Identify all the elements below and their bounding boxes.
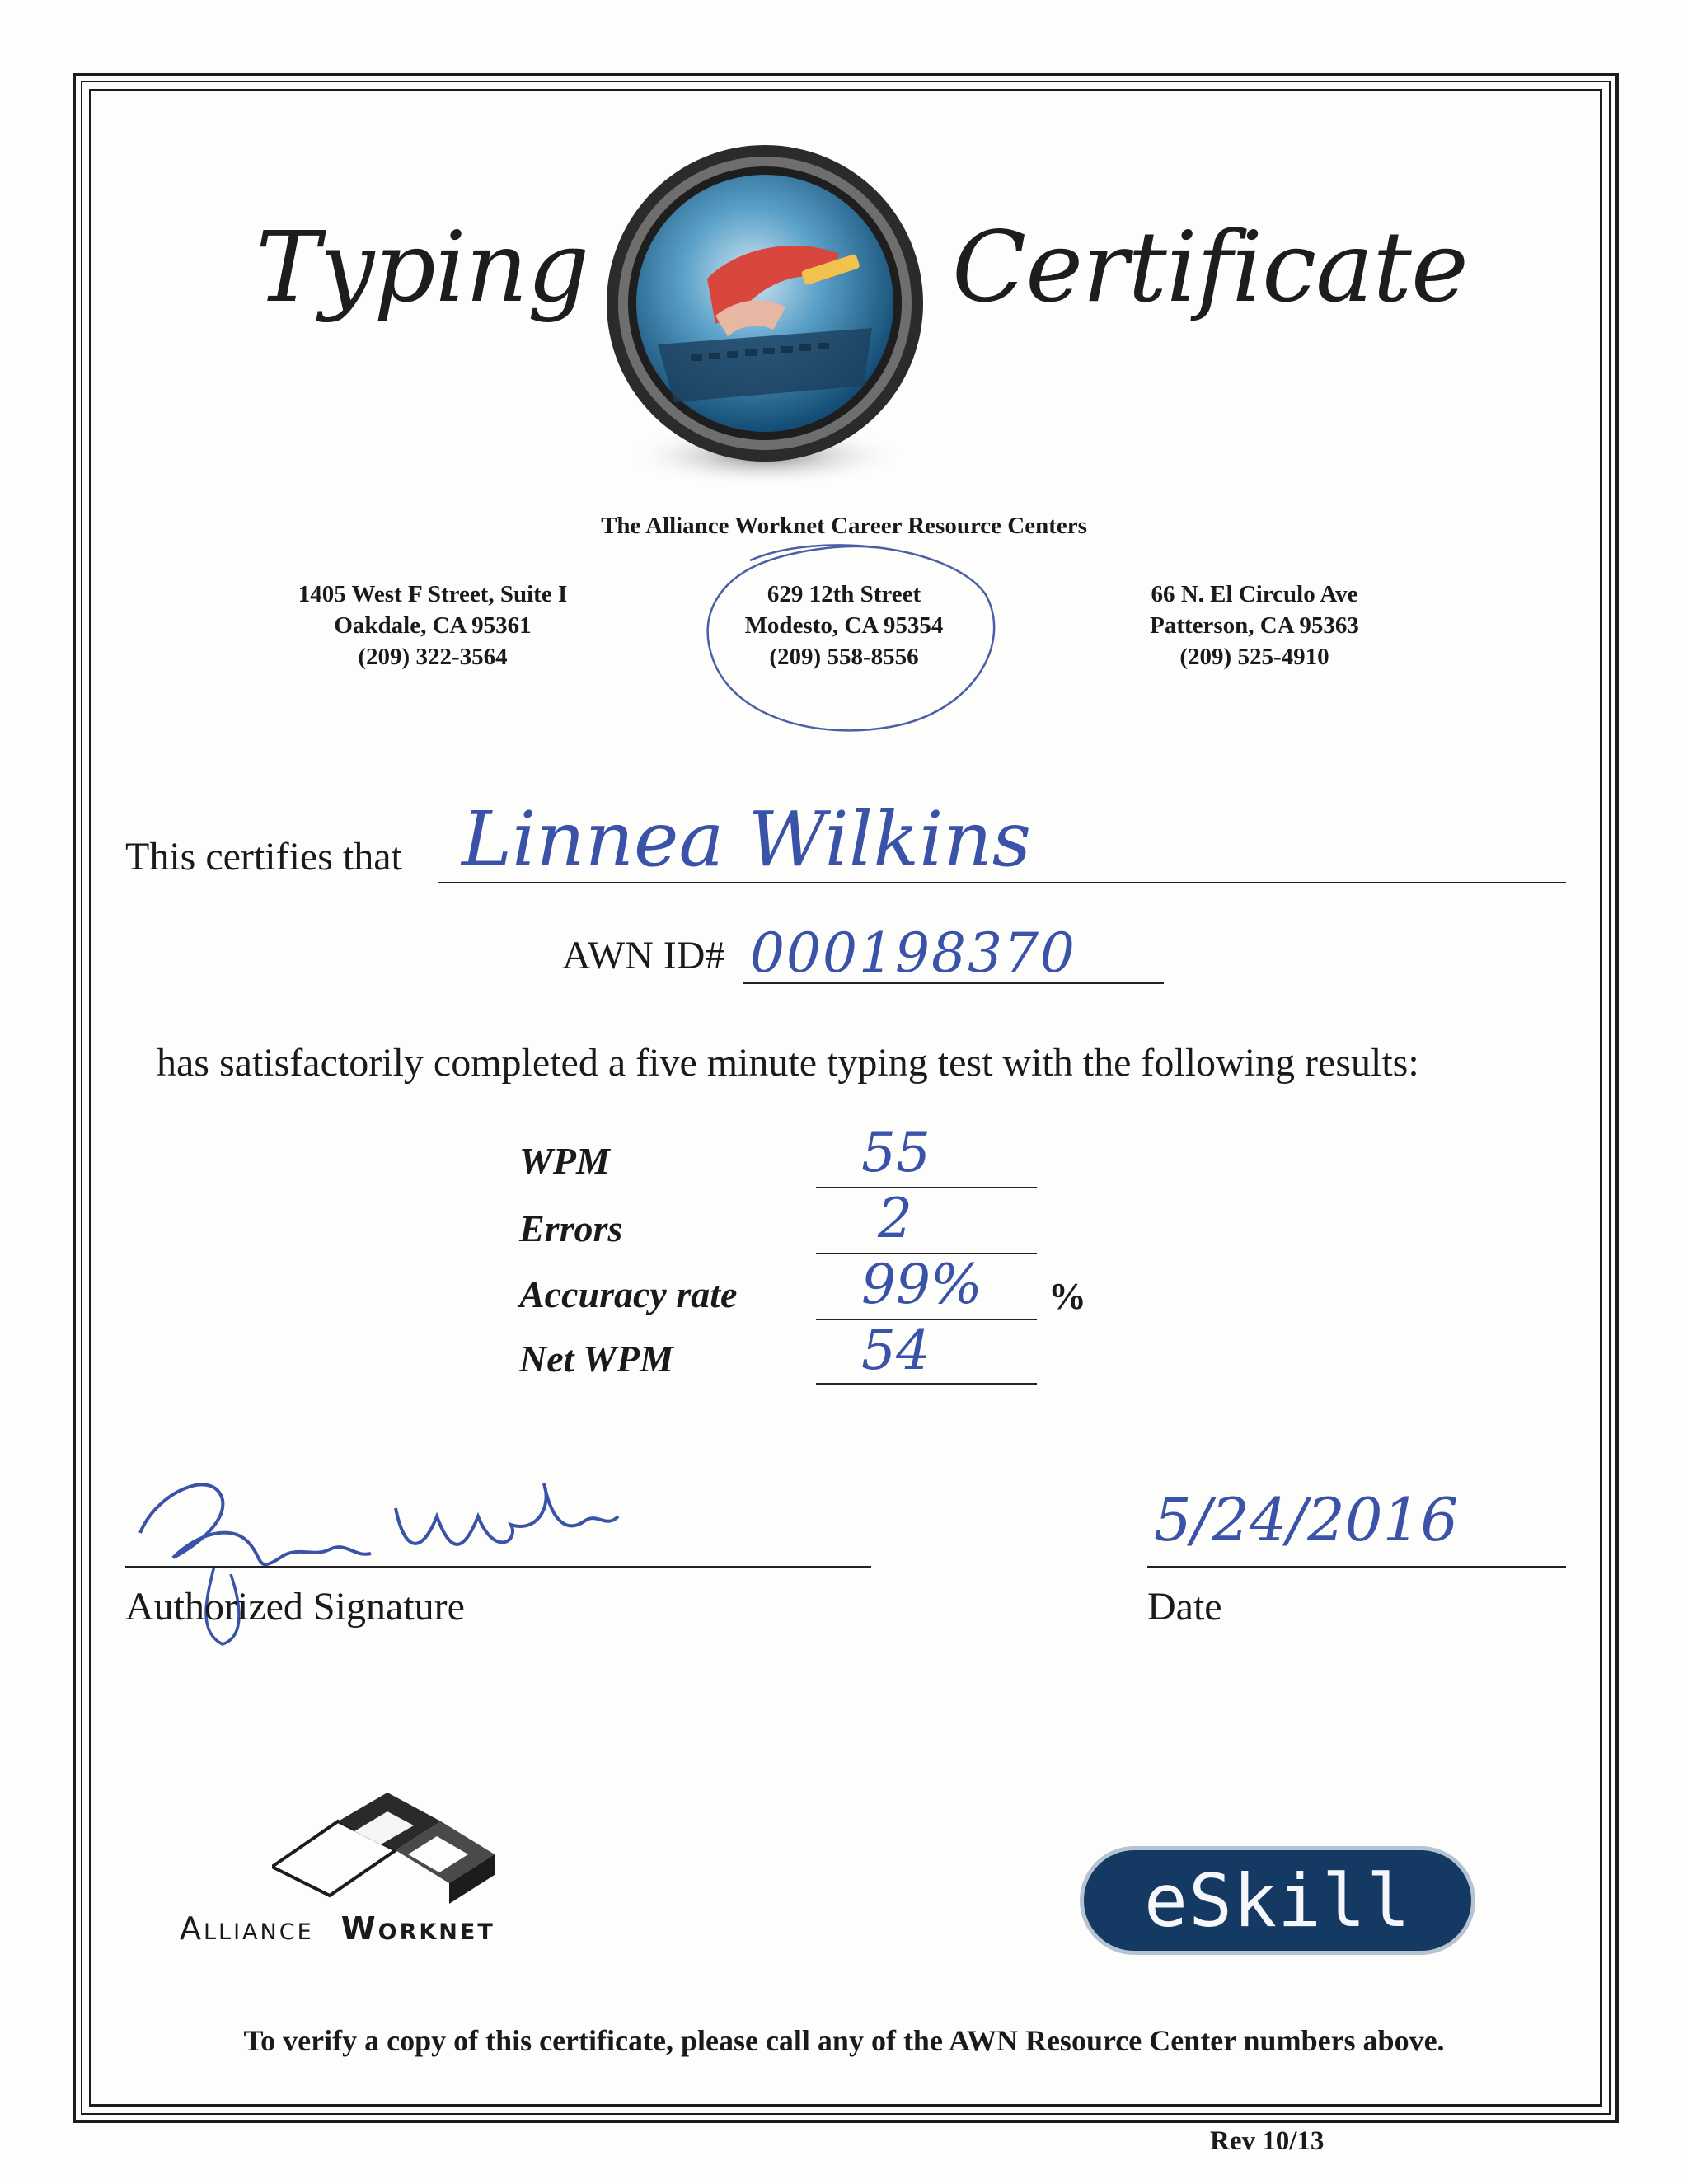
result-label-errors: Errors [519, 1207, 623, 1249]
percent-suffix: % [1048, 1275, 1086, 1317]
result-value-wpm: 55 [861, 1121, 931, 1184]
awn-id-label: AWN ID# [562, 934, 725, 977]
awn-id-value: 000198370 [750, 921, 1076, 985]
centers-title: The Alliance Worknet Career Resource Centers [601, 513, 1087, 539]
date-label: Date [1147, 1585, 1222, 1629]
address-phone: (209) 558-8556 [769, 644, 919, 670]
result-label-net-wpm: Net WPM [519, 1338, 673, 1380]
eskill-wordmark: eSkill [1144, 1858, 1411, 1943]
logo-word-worknet: Worknet [340, 1910, 495, 1947]
result-label-accuracy: Accuracy rate [519, 1273, 738, 1315]
address-city: Patterson, CA 95363 [1150, 612, 1359, 639]
title-certificate: Certificate [952, 210, 1468, 324]
recipient-name: Linnea Wilkins [462, 795, 1031, 883]
title-typing: Typing [256, 210, 589, 324]
alliance-worknet-logo-mark [272, 1788, 503, 1904]
result-line [816, 1383, 1037, 1385]
address-street: 66 N. El Circulo Ave [1151, 581, 1358, 607]
alliance-worknet-wordmark [180, 1910, 495, 1947]
logo-word-alliance: Alliance [180, 1910, 314, 1947]
date-value: 5/24/2016 [1154, 1485, 1459, 1554]
eskill-logo [1080, 1846, 1475, 1955]
handdrawn-circle [701, 536, 1006, 742]
typing-hands-emblem [592, 138, 938, 501]
address-phone: (209) 322-3564 [358, 644, 508, 670]
address-oakdale [218, 579, 647, 673]
certifies-label: This certifies that [125, 835, 402, 879]
signature-label: Authorized Signature [125, 1585, 465, 1629]
signature-line [125, 1566, 871, 1568]
address-patterson [1040, 579, 1469, 673]
result-line [816, 1187, 1037, 1188]
address-city: Modesto, CA 95354 [744, 612, 944, 639]
verify-note: To verify a copy of this certificate, please call any of the AWN Resource Center numbers above. [243, 2024, 1445, 2057]
result-value-errors: 2 [878, 1187, 912, 1250]
result-value-net-wpm: 54 [861, 1319, 931, 1382]
result-value-accuracy: 99% [861, 1253, 982, 1316]
date-line [1147, 1566, 1566, 1568]
address-phone: (209) 525-4910 [1179, 644, 1329, 670]
revision-label: Rev 10/13 [1210, 2126, 1325, 2156]
address-city: Oakdale, CA 95361 [334, 612, 532, 639]
address-street: 1405 West F Street, Suite I [298, 581, 568, 607]
completion-statement: has satisfactorily completed a five minute typing test with the following results: [157, 1041, 1419, 1085]
result-label-wpm: WPM [519, 1140, 610, 1182]
address-street: 629 12th Street [767, 581, 921, 607]
